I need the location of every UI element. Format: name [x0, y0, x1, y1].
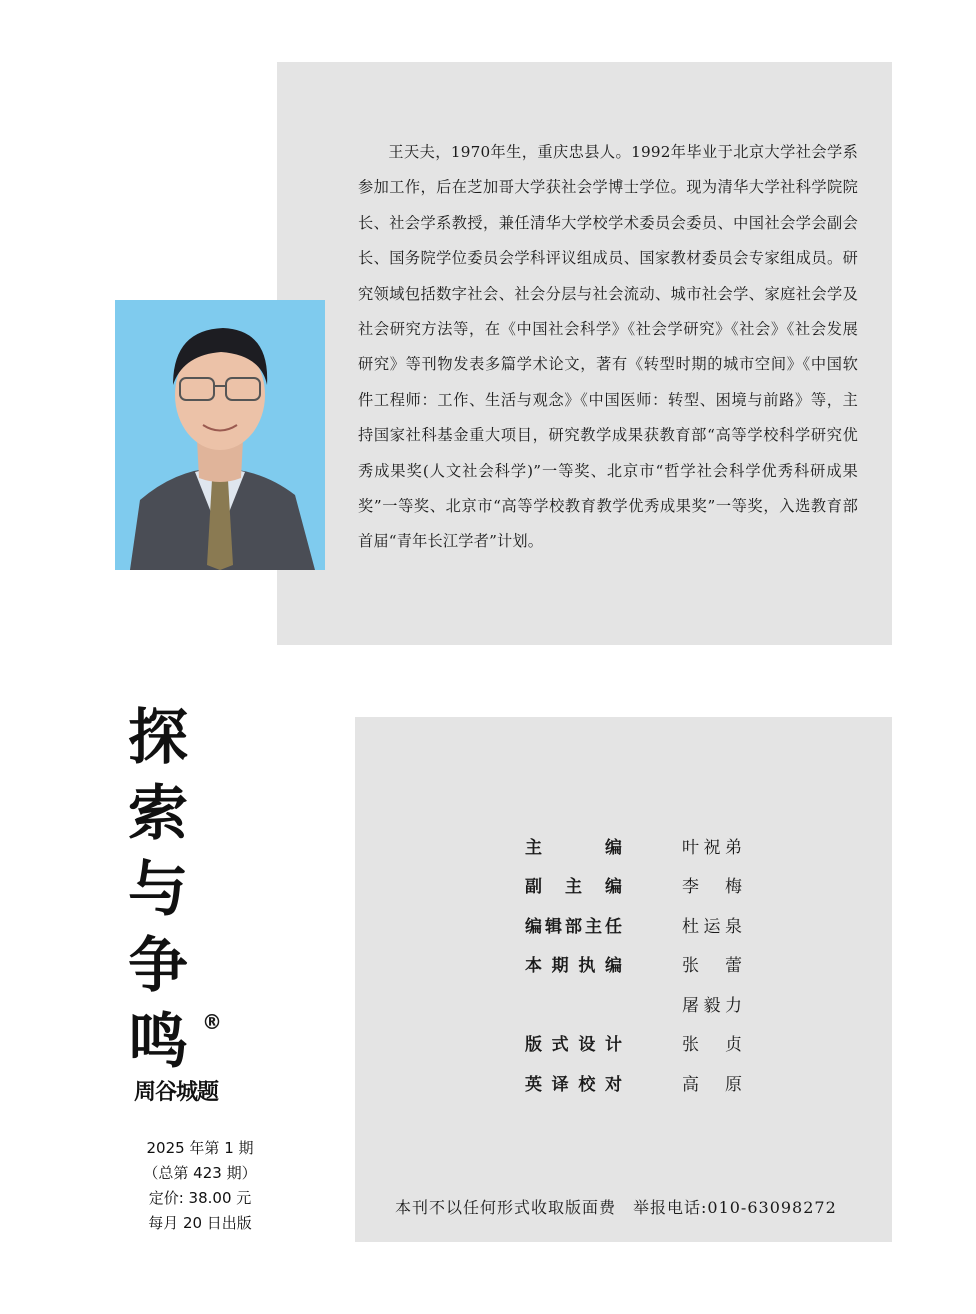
staff-name: 张蕾 — [682, 956, 742, 976]
staff-role: 英译校对 — [525, 1075, 622, 1095]
masthead-char: 索 — [128, 779, 188, 849]
issue-price: 定价: 38.00 元 — [148, 1189, 252, 1207]
masthead-char: 鸣 — [128, 1007, 188, 1077]
portrait-illustration — [115, 300, 325, 570]
masthead-char: 争 — [128, 931, 188, 1001]
issue-total: （总第 423 期） — [143, 1164, 257, 1182]
staff-panel — [355, 717, 892, 1242]
staff-name: 李梅 — [682, 877, 742, 897]
bio-text: 王天夫，1970年生，重庆忠县人。1992年毕业于北京大学社会学系参加工作，后在芝加哥大学获社会学博士学位。现为清华大学社科学院院长、社会学系教授，兼任清华大学校学术委员会委员、中国社会学会副会长、国务院学位委员会学科评议组成员、国家教材委员会专家组成员。研究领域包括数字社会、社会分层与社会流动、城市社会学、家庭社会学及社会研究方法等，在《中国社会科学》《社会学研究》《社会》《社会发展研究》等刊物发表多篇学术论文，著有《转型时期的城市空间》《中国软件工程师：工作、生活与观念》《中国医师：转型、困境与前路》等，主持国家社科基金重大项目，研究教学成果获教育部“高等学校科学研究优秀成果奖(人文社会科学)”一等奖、北京市“哲学社会科学优秀科研成果奖”一等奖、北京市“高等学校教育教学优秀成果奖”一等奖，入选教育部首届“青年长江学者”计划。 — [358, 143, 858, 551]
author-portrait — [115, 300, 325, 570]
masthead-char: 探 — [128, 703, 188, 773]
registered-mark: ® — [202, 1010, 222, 1034]
staff-name: 屠毅力 — [682, 996, 742, 1016]
issue-schedule: 每月 20 日出版 — [148, 1214, 252, 1232]
staff-role: 本期执编 — [525, 956, 622, 976]
staff-name: 叶祝弟 — [682, 838, 742, 858]
staff-role: 版式设计 — [525, 1035, 622, 1055]
masthead-char: 与 — [128, 855, 188, 925]
staff-name: 杜运泉 — [682, 917, 742, 937]
footer-note: 本刊不以任何形式收取版面费 举报电话:010-63098272 — [395, 1198, 837, 1217]
staff-role: 主编 — [525, 838, 622, 858]
issue-number: 2025 年第 1 期 — [146, 1139, 254, 1157]
staff-role: 副主编 — [525, 877, 622, 897]
calligraphy-signature: 周谷城题 — [134, 1079, 219, 1105]
staff-name: 高原 — [682, 1075, 742, 1095]
staff-role: 编辑部主任 — [525, 917, 622, 937]
staff-name: 张贞 — [682, 1035, 742, 1055]
bio-panel — [277, 62, 892, 645]
issue-info — [140, 1136, 260, 1236]
